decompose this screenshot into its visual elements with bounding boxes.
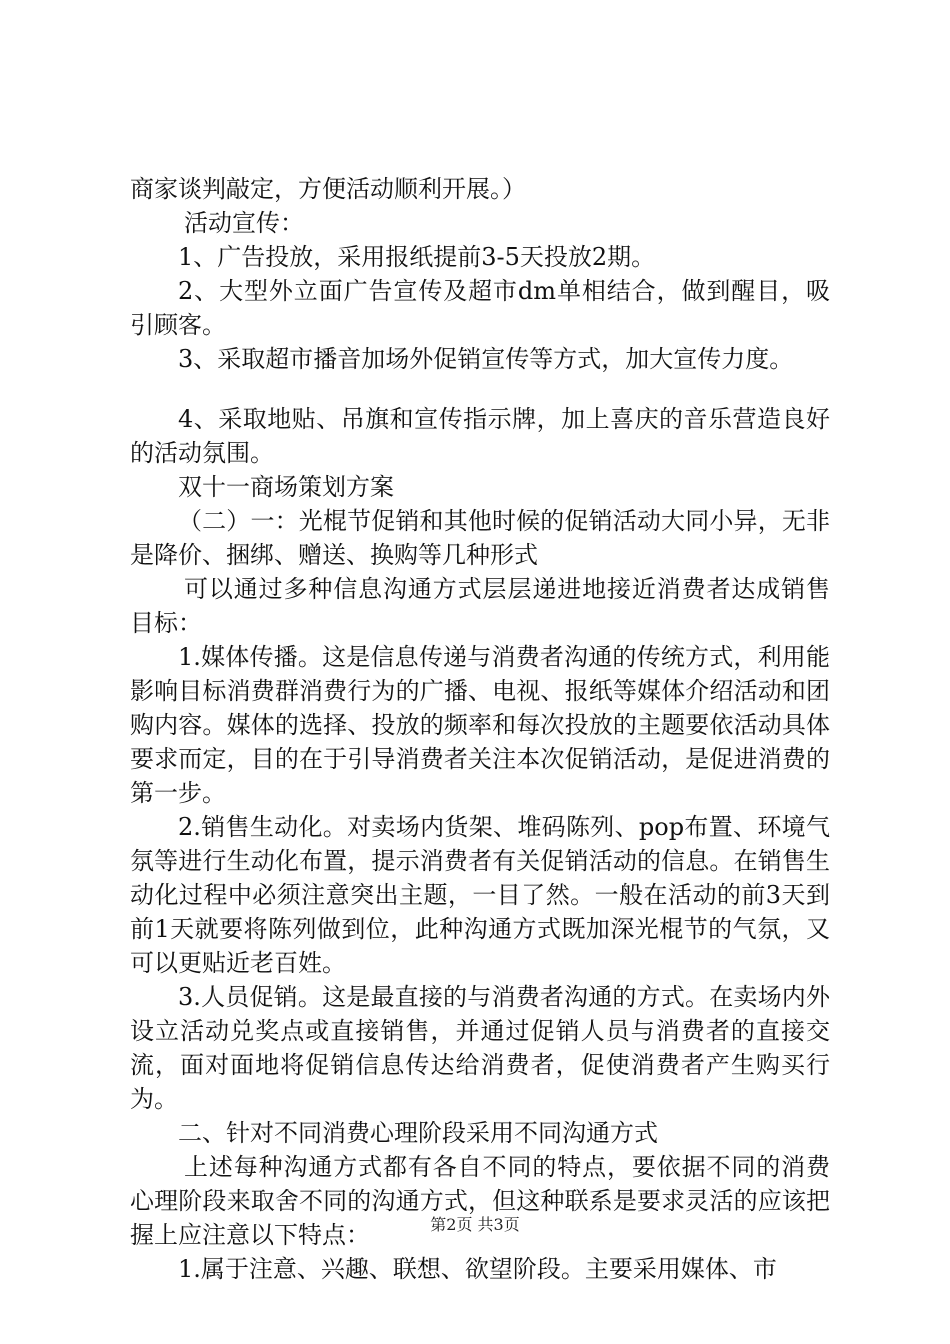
paragraph: 1.属于注意、兴趣、联想、欲望阶段。主要采用媒体、市 (178, 1255, 777, 1283)
paragraph: 4、采取地贴、吊旗和宣传指示牌，加上喜庆的音乐营造良好的活动氛围。 (130, 405, 830, 467)
paragraph: （二）一：光棍节促销和其他时候的促销活动大同小异，无非是降价、捆绑、赠送、换购等几种形式 (130, 507, 830, 569)
section-heading: 双十一商场策划方案 (178, 473, 394, 501)
paragraph: 1、广告投放，采用报纸提前3-5天投放2期。 (178, 243, 656, 271)
paragraph: 1.媒体传播。这是信息传递与消费者沟通的传统方式，利用能影响目标消费群消费行为的广播、电视、报纸等媒体介绍活动和团购内容。媒体的选择、投放的频率和每次投放的主题要依活动具体要求而定，目的在于引导消费者关注本次促销活动，是促进消费的第一步。 (130, 643, 830, 807)
document-body (130, 172, 830, 1286)
paragraph: 可以通过多种信息沟通方式层层递进地接近消费者达成销售目标： (130, 575, 830, 637)
section-heading: 二、针对不同消费心理阶段采用不同沟通方式 (178, 1119, 658, 1147)
paragraph: 2.销售生动化。对卖场内货架、堆码陈列、pop布置、环境气氛等进行生动化布置，提示消费者有关促销活动的信息。在销售生动化过程中必须注意突出主题，一目了然。一般在活动的前3天到前1天就要将陈列做到位，此种沟通方式既加深光棍节的气氛，又可以更贴近老百姓。 (130, 813, 830, 977)
page-number: 第2页 共3页 (430, 1215, 520, 1234)
paragraph: 3、采取超市播音加场外促销宣传等方式，加大宣传力度。 (178, 345, 794, 373)
paragraph: 3.人员促销。这是最直接的与消费者沟通的方式。在卖场内外设立活动兑奖点或直接销售，并通过促销人员与消费者的直接交流，面对面地将促销信息传达给消费者，促使消费者产生购买行为。 (130, 983, 830, 1113)
paragraph: 2、大型外立面广告宣传及超市dm单相结合，做到醒目，吸引顾客。 (130, 277, 830, 339)
paragraph: 商家谈判敲定，方便活动顺利开展。） (130, 175, 526, 203)
paragraph: 上述每种沟通方式都有各自不同的特点，要依据不同的消费心理阶段来取舍不同的沟通方式，但这种联系是要求灵活的应该把握上应注意以下特点： (130, 1153, 830, 1249)
paragraph: 活动宣传： (184, 209, 304, 237)
